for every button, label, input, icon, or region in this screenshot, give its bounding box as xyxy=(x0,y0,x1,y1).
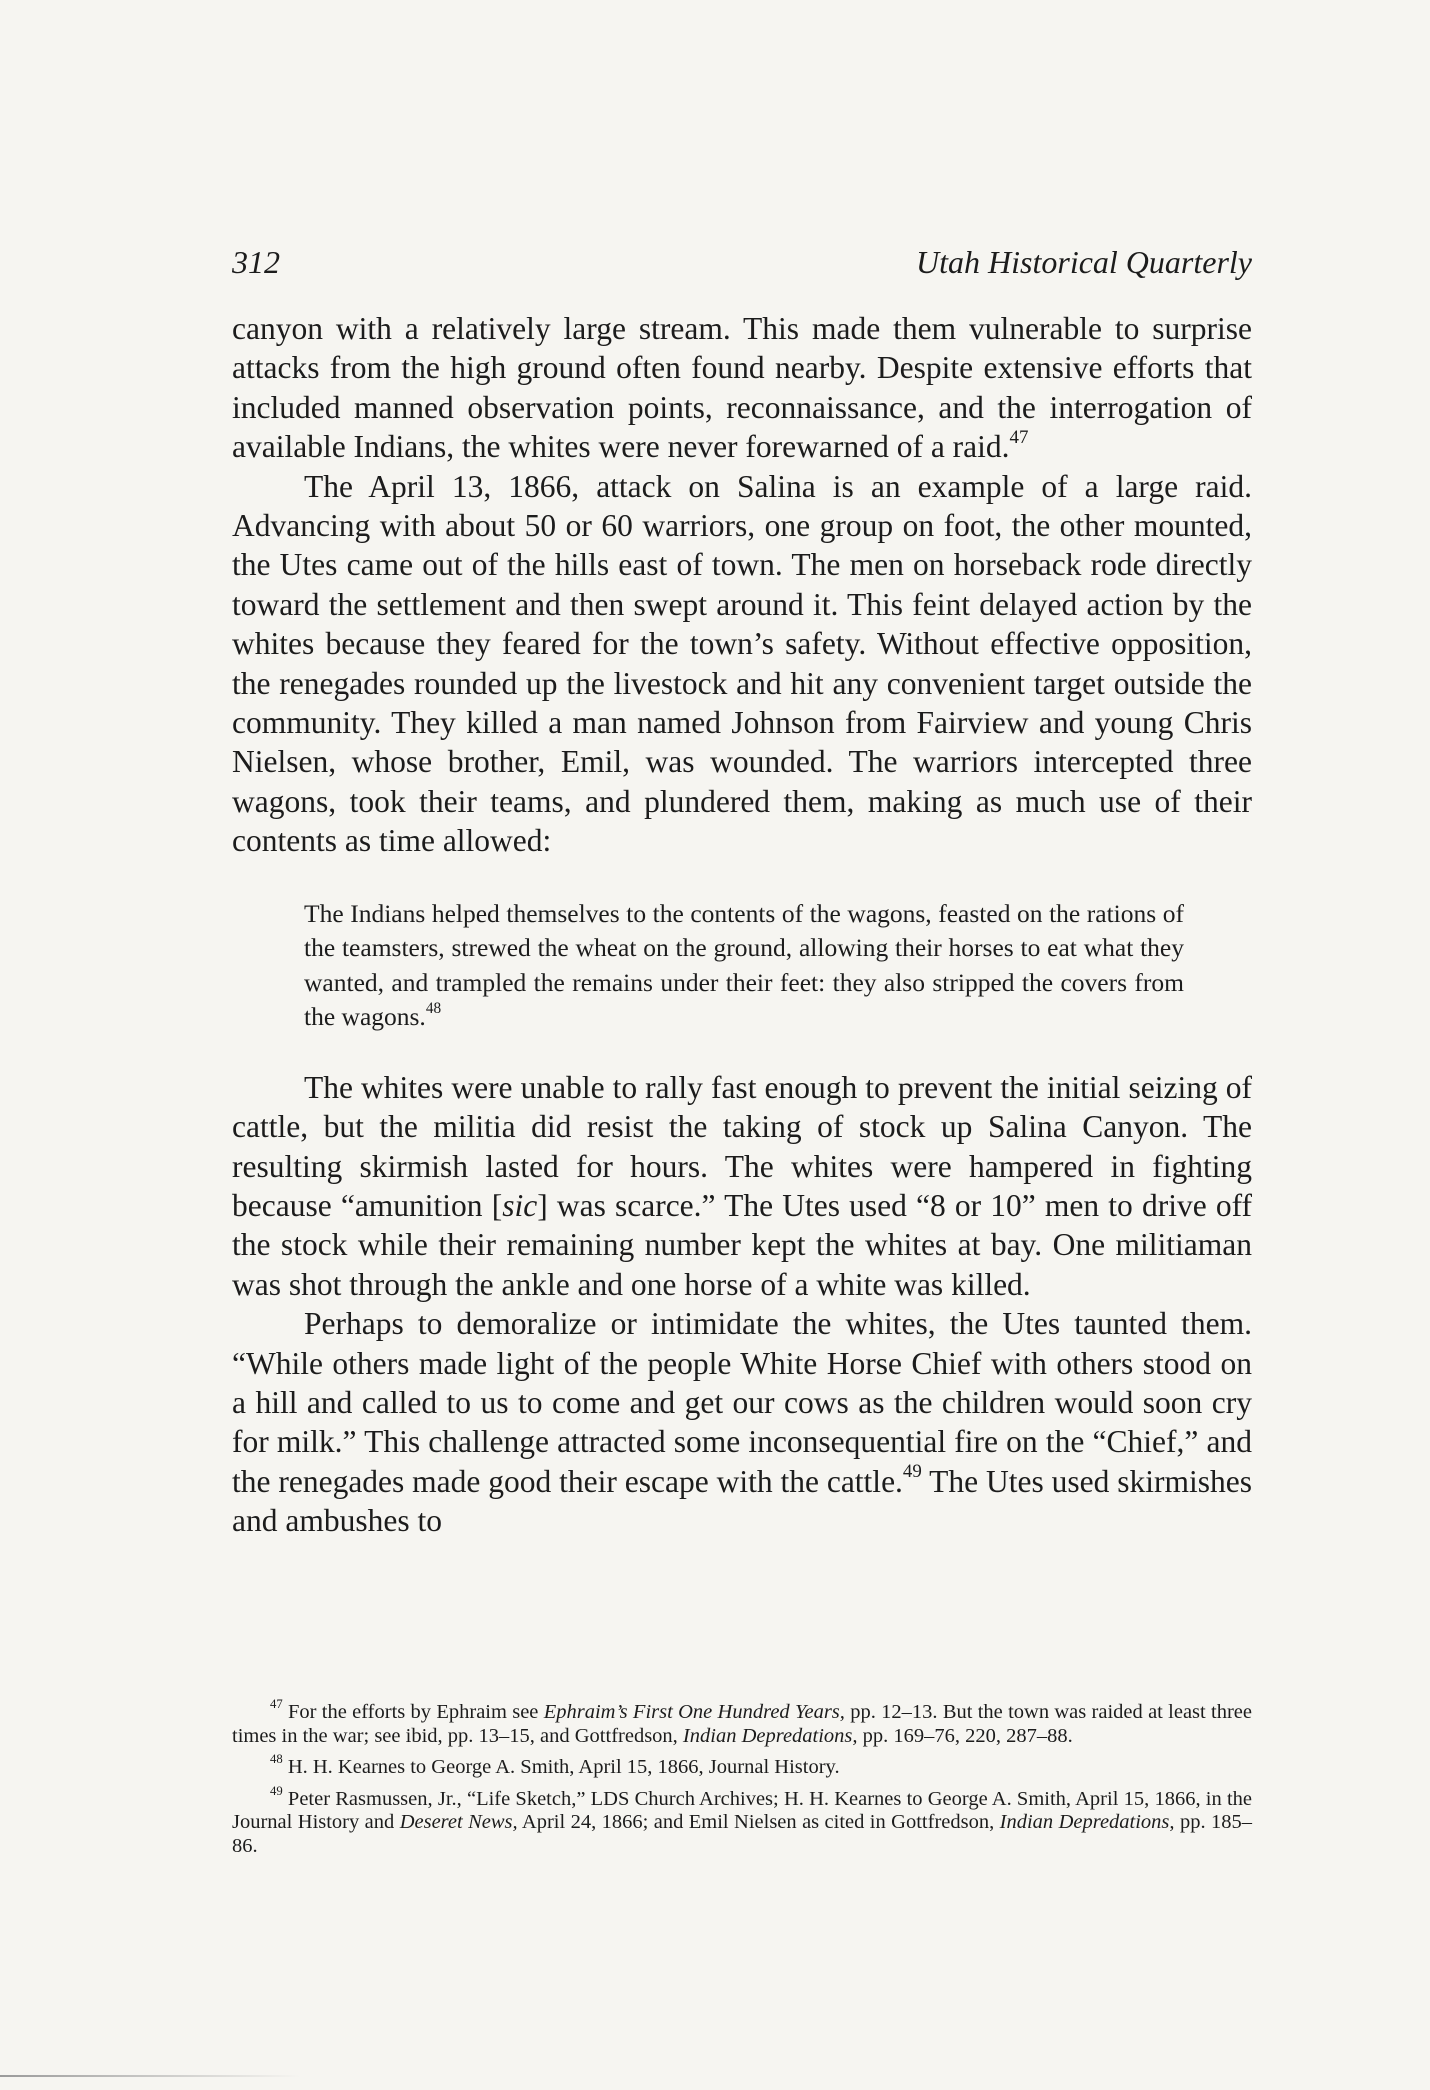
page-number: 312 xyxy=(232,244,280,280)
footnote-47-text-a: For the efforts by Ephraim see xyxy=(282,1701,544,1723)
footnote-48 xyxy=(232,1752,1252,1780)
block-quote-text: The Indians helped themselves to the contents of the wagons, feasted on the rations of the teamsters, strewed the wheat on the ground, allowing their horses to eat what they wanted, and trampled the remains under their feet: they also stripped the covers from the wagons. xyxy=(304,898,1184,1032)
block-quote xyxy=(304,897,1184,1035)
footnote-49-number: 49 xyxy=(270,1783,283,1798)
footnote-ref-47: 47 xyxy=(1009,426,1029,448)
footnote-47-text-c: pp. 169–76, 220, 287–88. xyxy=(857,1724,1073,1747)
footnote-49-text-a: Peter Rasmussen, Jr., “Life Sketch,” LDS Church Archives; H. H. Kearnes to George A. Smith, April 15, 1866, in the Journal History and xyxy=(232,1787,1252,1833)
paragraph-4-text-a: Perhaps to demoralize or intimidate the whites, the Utes taunted them. “While others made light of the people White Horse Chief with others stood on a hill and called to us to come and get our cows as the children would soon cry for milk.” This challenge attracted some inconsequential fire on the “Chief,” and the renegades made good their escape with the cattle. xyxy=(232,1306,1252,1499)
paragraph-1 xyxy=(232,309,1252,467)
footnote-ref-48: 48 xyxy=(425,1000,442,1018)
footnote-47-text-b: pp. 12–13. But the town was raided at least three times in the war; see ibid, pp. 13–15, and Gottfredson, xyxy=(232,1701,1252,1747)
paragraph-2-text: The April 13, 1866, attack on Salina is an example of a large raid. Advancing with about 50 or 60 warriors, one group on foot, the other mounted, the Utes came out of the hills east of town. The men on horseback rode directly toward the settlement and then swept around it. This feint delayed action by the whites because they feared for the town’s safety. Without effective opposition, the renegades rounded up the livestock and hit any convenient target outside the community. They killed a man named Johnson from Fairview and young Chris Nielsen, whose brother, Emil, was wounded. The warriors intercepted three wagons, took their teams, and plundered them, making as much use of their contents as time allowed: xyxy=(232,468,1252,859)
footnote-ref-49: 49 xyxy=(902,1461,922,1483)
footnote-48-number: 48 xyxy=(270,1752,283,1767)
footnote-49-text-c: pp. 185–86. xyxy=(232,1811,1252,1857)
footnote-49-title-2: Indian Depredations, xyxy=(999,1811,1175,1833)
paragraph-3-text-b: ] was scarce.” The Utes used “8 or 10” men to drive off the stock while their remaining number kept the whites at bay. One militiaman was shot through the ankle and one horse of a white was killed. xyxy=(232,1187,1252,1302)
article-body xyxy=(232,309,1252,1541)
sic-mark: sic xyxy=(502,1187,538,1223)
footnote-47-title-1: Ephraim’s First One Hundred Years, xyxy=(543,1701,845,1723)
footnote-48-text: H. H. Kearnes to George A. Smith, April 15, 1866, Journal History. xyxy=(282,1756,840,1778)
footnotes xyxy=(232,1697,1252,1866)
paragraph-3 xyxy=(232,1068,1252,1304)
scan-edge-line xyxy=(0,2075,300,2077)
footnote-47 xyxy=(232,1697,1252,1748)
footnote-49 xyxy=(232,1783,1252,1859)
paragraph-4 xyxy=(232,1304,1252,1540)
footnote-47-title-2: Indian Depredations, xyxy=(682,1724,858,1747)
running-head: Utah Historical Quarterly xyxy=(916,244,1252,280)
footnote-49-title-1: Deseret News, xyxy=(399,1811,518,1833)
paragraph-1-text: canyon with a relatively large stream. This made them vulnerable to surprise attacks from the high ground often found nearby. Despite extensive efforts that included manned observation points, reconnaissance, and the interrogation of available Indians, the whites were never forewarned of a raid. xyxy=(232,311,1252,465)
footnote-49-text-b: April 24, 1866; and Emil Nielsen as cited in Gottfredson, xyxy=(517,1811,1000,1833)
paragraph-2 xyxy=(232,467,1252,861)
paragraph-3-text-a: The whites were unable to rally fast enough to prevent the initial seizing of cattle, but the militia did resist the taking of stock up Salina Canyon. The resulting skirmish lasted for hours. The whites were hampered in fighting because “amunition [ xyxy=(232,1069,1252,1223)
paragraph-4-text-b: The Utes used skirmishes and ambushes to xyxy=(232,1463,1252,1539)
footnote-47-number: 47 xyxy=(270,1697,283,1712)
